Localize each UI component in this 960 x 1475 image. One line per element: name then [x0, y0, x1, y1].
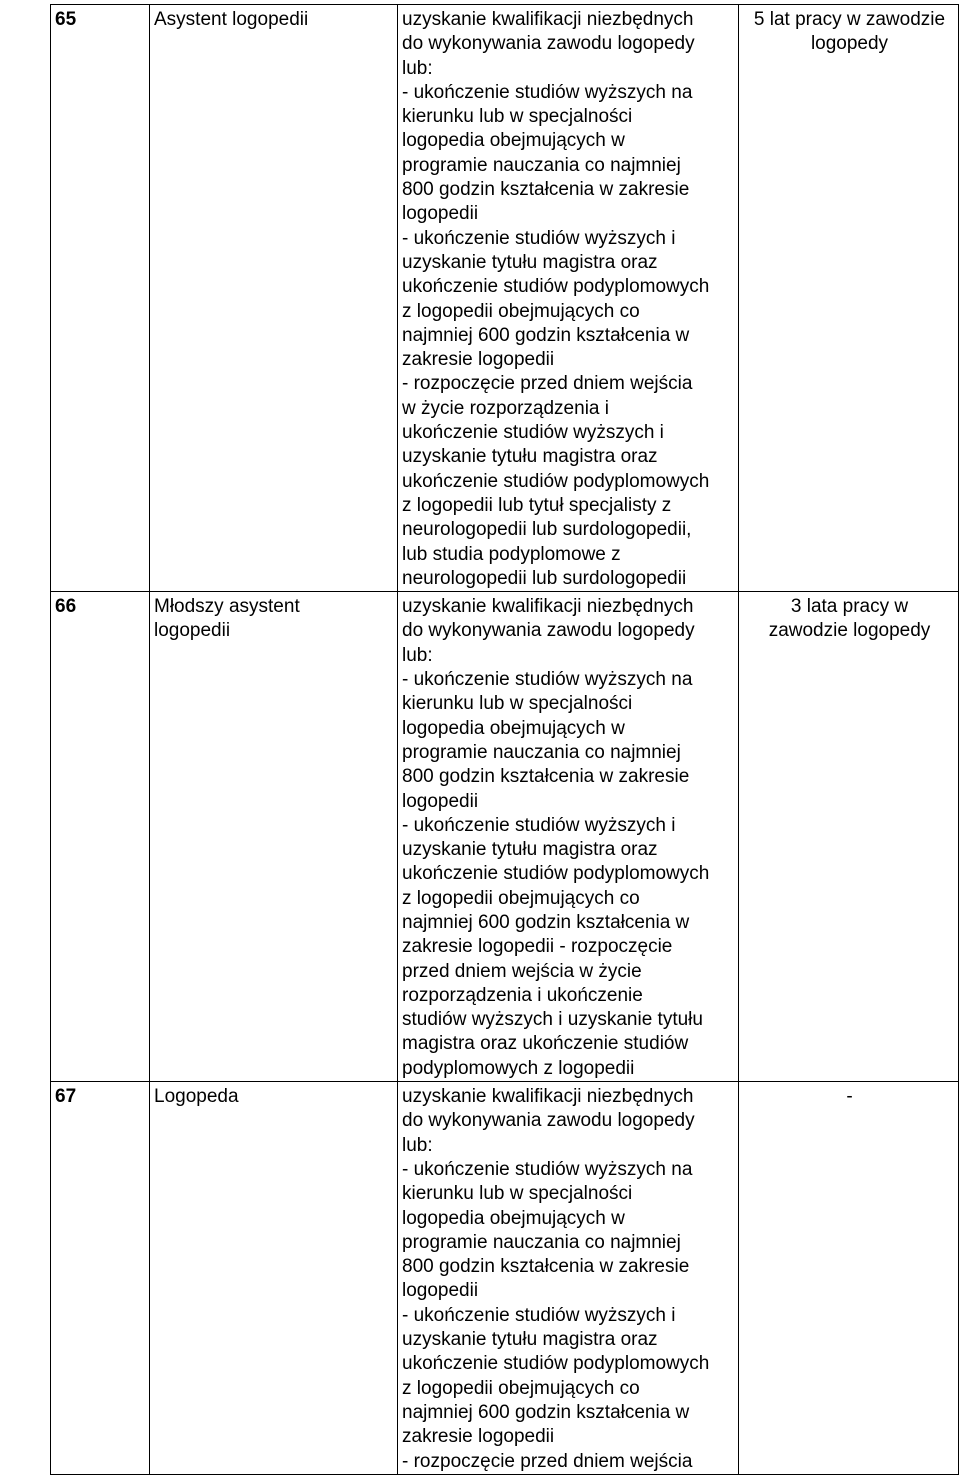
requirement-line: przed dniem wejścia w życie — [402, 960, 642, 982]
requirement-line: - rozpoczęcie przed dniem wejścia — [402, 373, 693, 395]
requirement-line: najmniej 600 godzin kształcenia w — [402, 1401, 690, 1423]
requirement-line: lub: — [402, 57, 433, 79]
requirement-line: zakresie logopedii — [402, 349, 555, 371]
requirement-line: do wykonywania zawodu logopedy — [402, 33, 695, 55]
requirement-line: lub studia podyplomowe z — [402, 543, 621, 565]
requirements-cell — [398, 592, 739, 1082]
requirement-line: programie nauczania co najmniej — [402, 741, 681, 763]
requirement-line: programie nauczania co najmniej — [402, 1231, 681, 1253]
requirement-line: ukończenie studiów podyplomowych — [402, 470, 710, 492]
position-line: Logopeda — [154, 1086, 239, 1108]
requirement-line: 800 godzin kształcenia w zakresie — [402, 1256, 690, 1278]
requirement-line: - ukończenie studiów wyższych na — [402, 669, 693, 691]
requirement-line: - ukończenie studiów wyższych na — [402, 81, 693, 103]
requirement-line: - ukończenie studiów wyższych i — [402, 814, 676, 836]
experience-cell — [739, 1082, 959, 1475]
requirements-cell — [398, 5, 739, 592]
row-number — [51, 592, 150, 1082]
qualifications-table — [50, 4, 959, 1475]
experience-line: 3 lata pracy w — [790, 596, 909, 618]
requirement-line: lub: — [402, 644, 433, 666]
requirement-line: kierunku lub w specjalności — [402, 1183, 633, 1205]
requirement-line: neurologopedii lub surdologopedii, — [402, 519, 692, 541]
requirement-line: logopedii — [402, 1280, 479, 1302]
requirement-line: rozporządzenia i ukończenie — [402, 984, 643, 1006]
experience-line: 5 lat pracy w zawodzie — [753, 9, 946, 30]
requirement-line: lub: — [402, 1134, 433, 1156]
requirement-line: kierunku lub w specjalności — [402, 693, 633, 715]
table-row — [51, 5, 959, 592]
requirement-line: - rozpoczęcie przed dniem wejścia — [402, 1450, 693, 1472]
position-name — [150, 5, 398, 592]
requirement-line: magistra oraz ukończenie studiów — [402, 1033, 689, 1055]
experience-cell — [739, 592, 959, 1082]
requirement-line: z logopedii lub tytuł specjalisty z — [402, 494, 672, 516]
requirement-line: logopedii — [402, 790, 479, 812]
requirement-line: 800 godzin kształcenia w zakresie — [402, 179, 690, 201]
requirement-line: uzyskanie tytułu magistra oraz — [402, 251, 658, 273]
requirement-line: kierunku lub w specjalności — [402, 106, 633, 128]
experience-line: logopedy — [810, 33, 889, 55]
row-number-text: 67 — [55, 1086, 77, 1108]
row-number — [51, 5, 150, 592]
row-number-text: 65 — [55, 9, 77, 30]
requirement-line: ukończenie studiów podyplomowych — [402, 1353, 710, 1375]
requirement-line: uzyskanie kwalifikacji niezbędnych — [402, 9, 694, 30]
requirement-line: - ukończenie studiów wyższych na — [402, 1158, 693, 1180]
requirement-line: ukończenie studiów podyplomowych — [402, 276, 710, 298]
requirement-line: logopedii — [402, 203, 479, 225]
requirement-line: studiów wyższych i uzyskanie tytułu — [402, 1009, 703, 1031]
requirement-line: zakresie logopedii — [402, 1426, 555, 1448]
requirement-line: najmniej 600 godzin kształcenia w — [402, 324, 690, 346]
requirement-line: uzyskanie tytułu magistra oraz — [402, 839, 658, 861]
position-line: Młodszy asystent — [154, 596, 300, 618]
requirement-line: zakresie logopedii - rozpoczęcie — [402, 936, 673, 958]
requirement-line: ukończenie studiów podyplomowych — [402, 863, 710, 885]
table-row — [51, 1082, 959, 1475]
experience-line: zawodzie logopedy — [768, 620, 931, 642]
requirement-line: uzyskanie kwalifikacji niezbędnych — [402, 1086, 694, 1108]
row-number — [51, 1082, 150, 1475]
requirement-line: logopedia obejmujących w — [402, 717, 625, 739]
requirement-line: uzyskanie kwalifikacji niezbędnych — [402, 596, 694, 618]
requirement-line: uzyskanie tytułu magistra oraz — [402, 1329, 658, 1351]
requirement-line: neurologopedii lub surdologopedii — [402, 567, 687, 589]
position-name — [150, 1082, 398, 1475]
requirement-line: do wykonywania zawodu logopedy — [402, 620, 695, 642]
requirement-line: logopedia obejmujących w — [402, 130, 625, 152]
requirement-line: uzyskanie tytułu magistra oraz — [402, 446, 658, 468]
position-name — [150, 592, 398, 1082]
row-number-text: 66 — [55, 596, 77, 618]
requirement-line: programie nauczania co najmniej — [402, 154, 681, 176]
requirement-line: w życie rozporządzenia i — [402, 397, 609, 419]
table-row — [51, 592, 959, 1082]
requirement-line: 800 godzin kształcenia w zakresie — [402, 766, 690, 788]
requirement-line: z logopedii obejmujących co — [402, 1377, 640, 1399]
experience-line: - — [846, 1086, 853, 1108]
requirement-line: ukończenie studiów wyższych i — [402, 422, 664, 444]
position-line: Asystent logopedii — [154, 9, 309, 30]
requirement-line: najmniej 600 godzin kształcenia w — [402, 911, 690, 933]
requirement-line: - ukończenie studiów wyższych i — [402, 1304, 676, 1326]
requirement-line: podyplomowych z logopedii — [402, 1057, 635, 1079]
requirement-line: do wykonywania zawodu logopedy — [402, 1110, 695, 1132]
experience-cell — [739, 5, 959, 592]
table-body — [51, 5, 959, 1475]
position-line: logopedii — [154, 620, 231, 642]
requirement-line: - ukończenie studiów wyższych i — [402, 227, 676, 249]
requirements-cell — [398, 1082, 739, 1475]
requirement-line: z logopedii obejmujących co — [402, 300, 640, 322]
requirement-line: logopedia obejmujących w — [402, 1207, 625, 1229]
requirement-line: z logopedii obejmujących co — [402, 887, 640, 909]
